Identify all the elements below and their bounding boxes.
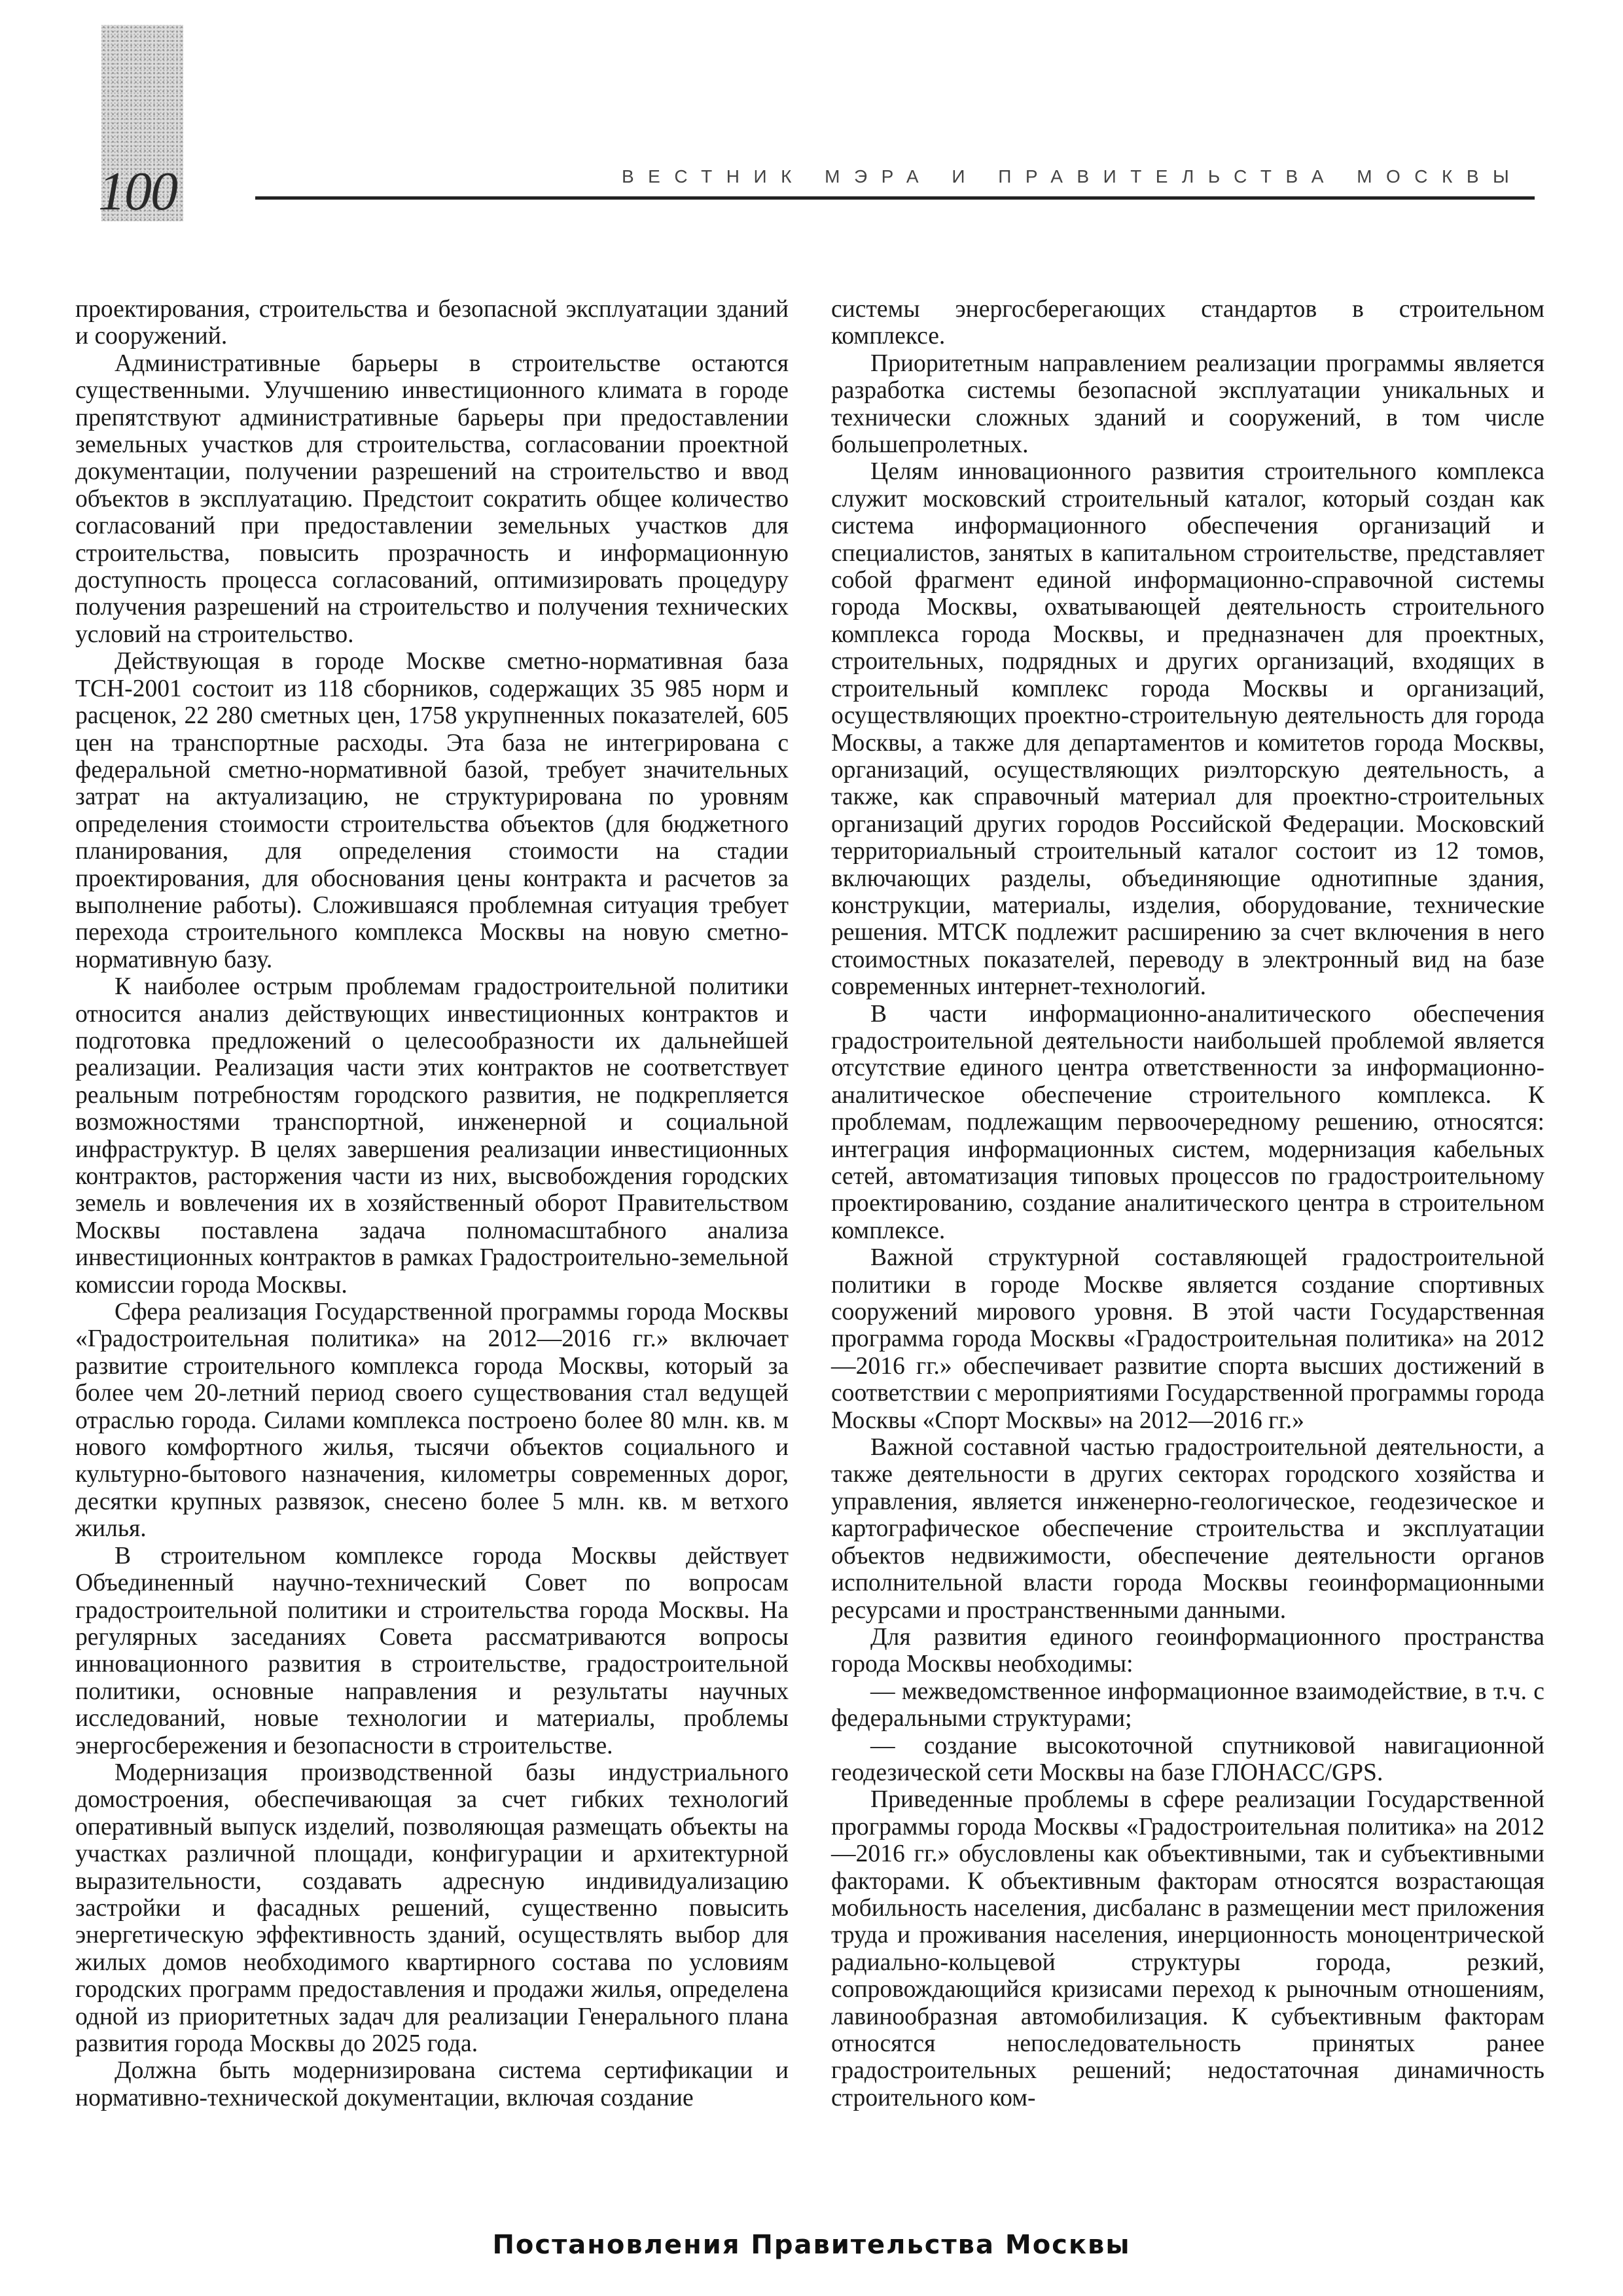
left-column xyxy=(75,296,789,2111)
paragraph: Важной структурной составляющей градостроительной политики в городе Москве является создание спортивных сооружений мирового уровня. В этой части Государственная программа города Москвы «Градостроительная политика» на 2012—2016 гг.» обеспечивает развитие спорта высших достижений в соответствии с мероприятиями Государственной программы города Москвы «Спорт Москвы» на 2012—2016 гг.» xyxy=(831,1244,1544,1434)
paragraph: Должна быть модернизирована система сертификации и нормативно-технической документации, включая создание xyxy=(75,2057,789,2111)
paragraph: Целям инновационного развития строительного комплекса служит московский строительный каталог, который создан как система информационного обеспечения организаций и специалистов, занятых в капитальном строительстве, представляет собой фрагмент единой информационно-справочной системы города Москвы, охватывающей деятельность строительного комплекса города Москвы, и предназначен для проектных, строительных, подрядных и других организаций, входящих в строительный комплекс города Москвы и организаций, осуществляющих проектно-строительную деятельность для города Москвы, а также для департаментов и комитетов города Москвы, организаций, осуществляющих риэлторскую деятельность, а также, как справочный материал для проектно-строительных организаций других городов Российской Федерации. Московский территориальный строительный каталог состоит из 12 томов, включающих разделы, объединяющие однотипные здания, конструкции, материалы, изделия, оборудование, технические решения. МТСК подлежит расширению за счет включения в него стоимостных показателей, переводу в электронный вид на базе современных интернет-технологий. xyxy=(831,458,1544,1001)
paragraph: Административные барьеры в строительстве остаются существенными. Улучшению инвестиционного климата в городе препятствуют административные барьеры при предоставлении земельных участков для строительства, согласовании проектной документации, получении разрешений на строительство и ввод объектов в эксплуатацию. Предстоит сократить общее количество согласований при предоставлении земельных участков для строительства, повысить прозрачность и информационную доступность процесса согласований, оптимизировать процедуру получения разрешений на строительство и получения технических условий на строительство. xyxy=(75,350,789,648)
header-rule xyxy=(255,196,1535,200)
paragraph: проектирования, строительства и безопасной эксплуатации зданий и сооружений. xyxy=(75,296,789,350)
list-item: — создание высокоточной спутниковой навигационной геодезической сети Москвы на базе ГЛОНАСС/GPS. xyxy=(831,1732,1544,1786)
paragraph: Приведенные проблемы в сфере реализации Государственной программы города Москвы «Градостроительная политика» на 2012—2016 гг.» обусловлены как объективными, так и субъективными факторами. К объективным факторам относятся возрастающая мобильность населения, дисбаланс в размещении мест приложения труда и проживания населения, инерционность моноцентрической радиально-кольцевой структуры города, резкий, сопровождающийся кризисами переход к рыночным отношениям, лавинообразная автомобилизация. К субъективным факторам относятся непоследовательность принятых ранее градостроительных решений; недостаточная динамичность строительного ком- xyxy=(831,1786,1544,2111)
paragraph: Сфера реализация Государственной программы города Москвы «Градостроительная политика» на 2012—2016 гг.» включает развитие строительного комплекса города Москвы, который за более чем 20-летний период своего существования стал ведущей отраслью города. Силами комплекса построено более 80 млн. кв. м нового комфортного жилья, тысячи объектов социального и культурно-бытового назначения, километры современных дорог, десятки крупных развязок, снесено более 5 млн. кв. м ветхого жилья. xyxy=(75,1299,789,1543)
list-item: — межведомственное информационное взаимодействие, в т.ч. с федеральными структурами; xyxy=(831,1677,1544,1732)
paragraph: Приоритетным направлением реализации программы является разработка системы безопасной эксплуатации уникальных и технически сложных зданий и сооружений, в том числе большепролетных. xyxy=(831,350,1544,459)
paragraph: К наиболее острым проблемам градостроительной политики относится анализ действующих инвестиционных контрактов и подготовка предложений о целесообразности их дальнейшей реализации. Реализация части этих контрактов не соответствует реальным потребностям городского развития, не подкрепляется возможностями транспортной, инженерной и социальной инфраструктур. В целях завершения реализации инвестиционных контрактов, расторжения части из них, высвобождения городских земель и вовлечения их в хозяйственный оборот Правительством Москвы поставлена задача полномасштабного анализа инвестиционных контрактов в рамках Градостроительно-земельной комиссии города Москвы. xyxy=(75,973,789,1299)
page-number: 100 xyxy=(98,161,177,222)
paragraph: В части информационно-аналитического обеспечения градостроительной деятельности наибольшей проблемой является отсутствие единого центра ответственности за информационно-аналитическое обеспечение строительного комплекса. К проблемам, подлежащим первоочередному решению, относятся: интеграция информационных систем, модернизация кабельных сетей, автоматизация типовых процессов по градостроительному проектированию, создание аналитического центра в строительном комплексе. xyxy=(831,1000,1544,1244)
paragraph: Модернизация производственной базы индустриального домостроения, обеспечивающая за счет гибких технологий оперативный выпуск изделий, позволяющая размещать объекты на участках различной площади, конфигурации и архитектурной выразительности, создавать адресную индивидуализацию застройки и фасадных решений, существенно повысить энергетическую эффективность зданий, осуществлять выбор для жилых домов необходимого квартирного состава по условиям городских программ предоставления и продажи жилья, определена одной из приоритетных задач для реализации Генерального плана развития города Москвы до 2025 года. xyxy=(75,1759,789,2057)
paragraph: системы энергосберегающих стандартов в строительном комплексе. xyxy=(831,296,1544,350)
paragraph: Для развития единого геоинформационного пространства города Москвы необходимы: xyxy=(831,1623,1544,1678)
journal-title: ВЕСТНИК МЭРА И ПРАВИТЕЛЬСТВА МОСКВЫ xyxy=(622,166,1524,187)
paragraph: В строительном комплексе города Москвы действует Объединенный научно-технический Совет по вопросам градостроительной политики и строительства города Москвы. На регулярных заседаниях Совета рассматриваются вопросы инновационного развития в строительстве, градостроительной политики, основные направления и результаты научных исследований, новые технологии и материалы, проблемы энергосбережения и безопасности в строительстве. xyxy=(75,1542,789,1759)
paragraph: Действующая в городе Москве сметно-нормативная база ТСН-2001 состоит из 118 сборников, содержащих 35 985 норм и расценок, 22 280 сметных цен, 1758 укрупненных показателей, 605 цен на транспортные расходы. Эта база не интегрирована с федеральной сметно-нормативной базой, требует значительных затрат на актуализацию, не структурирована по уровням определения стоимости строительства объектов (для бюджетного планирования, для определения стоимости на стадии проектирования, для обоснования цены контракта и расчетов за выполнение работы). Сложившаяся проблемная ситуация требует перехода строительного комплекса Москвы на новую сметно-нормативную базу. xyxy=(75,648,789,973)
paragraph: Важной составной частью градостроительной деятельности, а также деятельности в других секторах городского хозяйства и управления, является инженерно-геологическое, геодезическое и картографическое обеспечение строительства и эксплуатации объектов недвижимости, обеспечение деятельности органов исполнительной власти города Москвы геоинформационными ресурсами и пространственными данными. xyxy=(831,1434,1544,1624)
right-column xyxy=(831,296,1544,2111)
footer-title: Постановления Правительства Москвы xyxy=(492,2230,1131,2260)
